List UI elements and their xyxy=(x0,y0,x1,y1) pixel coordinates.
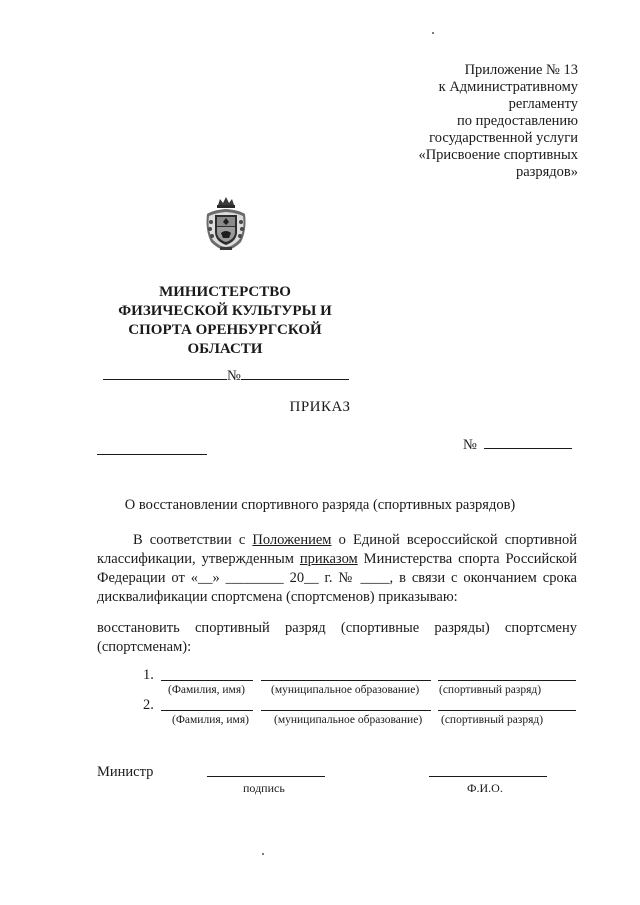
full-name-blank[interactable] xyxy=(429,762,547,777)
sport-rank-caption: (спортивный разряд) xyxy=(439,684,542,696)
ministry-line: ФИЗИЧЕСКОЙ КУЛЬТУРЫ И xyxy=(118,303,332,319)
athlete-name-blank[interactable] xyxy=(161,694,253,711)
order-date-blank[interactable] xyxy=(97,440,207,455)
sport-rank-blank[interactable] xyxy=(438,664,576,681)
registration-number-sign: № xyxy=(227,368,241,384)
order-subject: О восстановлении спортивного разряда (спортивных разрядов) xyxy=(124,497,516,513)
preamble-line: В соответствии с Положением о Единой всероссийской спортивной xyxy=(133,532,578,548)
signature-caption: подпись xyxy=(243,781,285,795)
decree-line: (спортсменам): xyxy=(97,639,192,655)
ministry-line: СПОРТА ОРЕНБУРГСКОЙ xyxy=(128,322,322,338)
full-name-caption: Ф.И.О. xyxy=(467,781,503,795)
regulation-link[interactable]: Положением xyxy=(252,532,332,548)
appendix-line: государственной услуги xyxy=(429,130,578,146)
sport-rank-blank[interactable] xyxy=(438,694,576,711)
orenburg-coat-of-arms-icon xyxy=(203,196,249,252)
municipality-blank[interactable] xyxy=(261,664,431,681)
athlete-name-blank[interactable] xyxy=(161,664,253,681)
ministry-title xyxy=(100,283,350,359)
municipality-blank[interactable] xyxy=(261,694,431,711)
ministry-line: ОБЛАСТИ xyxy=(187,341,263,357)
entry-number: 2. xyxy=(143,697,154,713)
order-number-sign: № xyxy=(463,437,477,453)
appendix-line: по предоставлению xyxy=(457,113,578,129)
appendix-header xyxy=(338,62,578,181)
registration-date-blank[interactable] xyxy=(103,379,227,380)
registration-number-blank[interactable] xyxy=(241,379,349,380)
appendix-line: к Административному xyxy=(438,79,578,95)
preamble-line: классификации, утвержденным приказом Министерства спорта Российской xyxy=(97,551,577,567)
decree-line: восстановить спортивный разряд (спортивные разряды) спортсмену xyxy=(97,620,577,636)
municipality-caption: (муниципальное образование) xyxy=(271,684,420,696)
preamble-paragraph xyxy=(97,531,577,607)
registration-line xyxy=(103,367,349,385)
order-number xyxy=(463,436,572,454)
entry-number: 1. xyxy=(143,667,154,683)
athlete-name-caption: (Фамилия, имя) xyxy=(168,684,245,696)
order-link[interactable]: приказом xyxy=(299,551,358,567)
scan-speck xyxy=(432,32,434,34)
sport-rank-caption: (спортивный разряд) xyxy=(441,714,544,726)
appendix-line: разрядов» xyxy=(515,164,578,180)
preamble-line: дисквалификации спортсмена (спортсменов) приказываю: xyxy=(97,589,458,605)
ministry-line: МИНИСТЕРСТВО xyxy=(159,284,291,300)
appendix-line: «Присвоение спортивных xyxy=(418,147,578,163)
appendix-line: регламенту xyxy=(508,96,578,112)
signature-blank[interactable] xyxy=(207,762,325,777)
order-number-blank[interactable] xyxy=(484,448,572,449)
decree-paragraph xyxy=(97,619,577,657)
minister-label: Министр xyxy=(97,764,154,780)
order-title: ПРИКАЗ xyxy=(289,399,351,415)
athlete-name-caption: (Фамилия, имя) xyxy=(172,714,249,726)
appendix-line: Приложение № 13 xyxy=(464,62,578,78)
scan-speck xyxy=(262,853,264,855)
municipality-caption: (муниципальное образование) xyxy=(274,714,423,726)
preamble-line: Федерации от «__» ________ 20__ г. № ____, в связи с окончанием срока xyxy=(97,570,577,586)
